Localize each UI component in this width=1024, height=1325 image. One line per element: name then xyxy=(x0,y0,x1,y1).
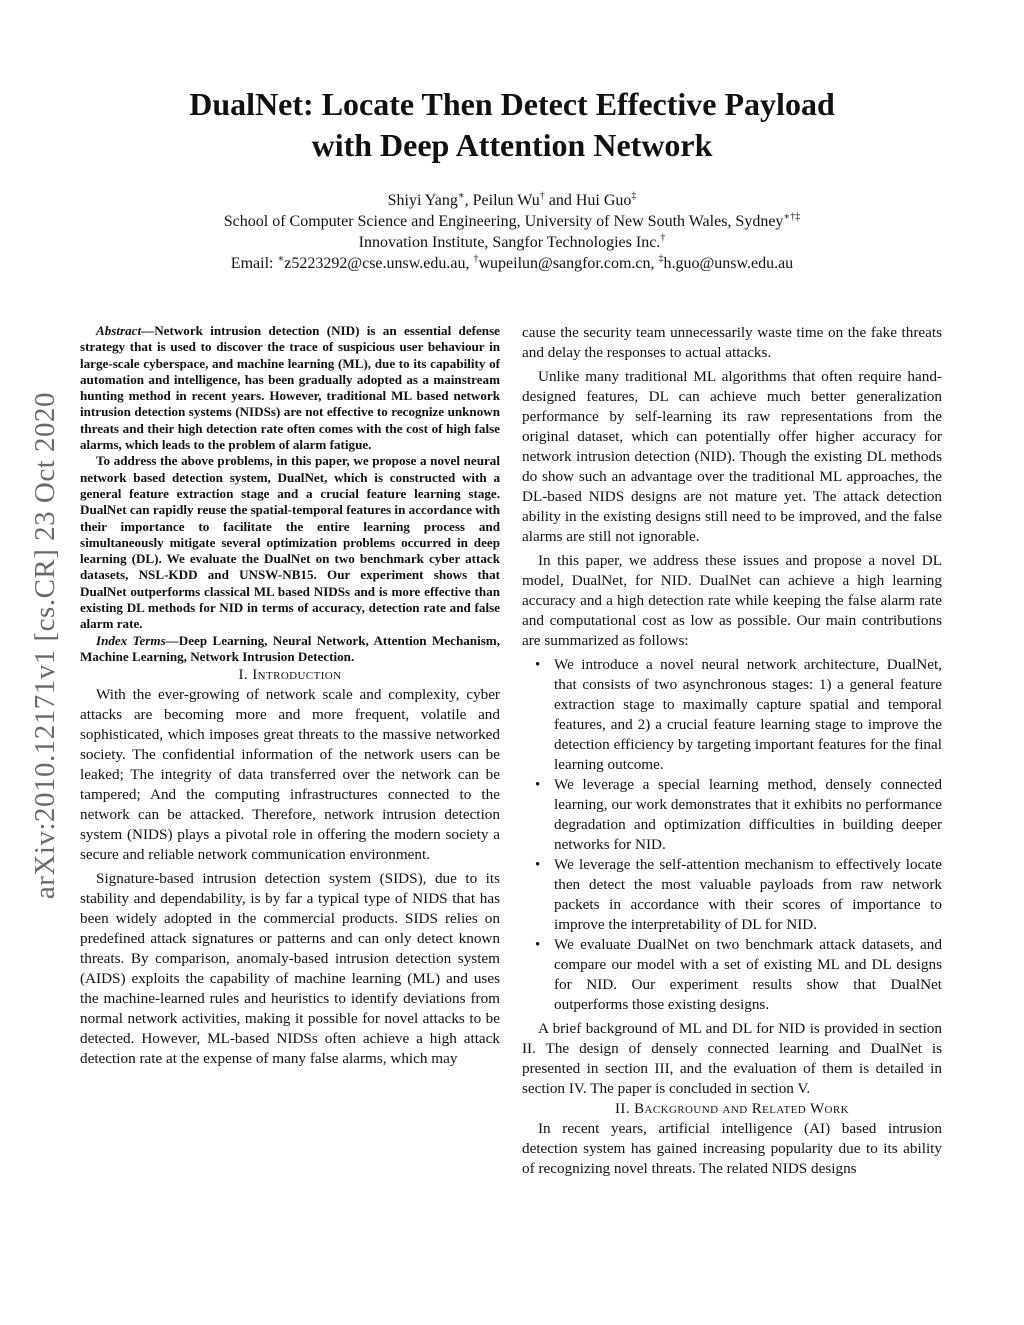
arxiv-id-text: arXiv:2010.12171v1 [cs.CR] 23 Oct 2020 xyxy=(29,391,62,899)
affiliation-2-text: Innovation Institute, Sangfor Technologies Inc. xyxy=(358,234,661,251)
index-terms-label: Index Terms xyxy=(96,632,166,648)
index-terms-text: —Deep Learning, Neural Network, Attention Mechanism, Machine Learning, Network Intrusion Detection. xyxy=(80,632,500,664)
email-1: z5223292@cse.unsw.edu.au, xyxy=(284,255,474,272)
author-1-mark: ∗ xyxy=(457,190,465,202)
title-line-1: DualNet: Locate Then Detect Effective Payload xyxy=(189,86,835,122)
intro-paragraph-4: In this paper, we address these issues and propose a novel DL model, DualNet, for NID. DualNet can achieve a high learning accuracy and a high detection rate while keeping the false alarm rate and computational cost as low as possible. Our main contributions are summarized as follows: xyxy=(522,552,942,649)
section-1-heading: I. Introduction xyxy=(238,667,342,684)
email-1-mark: ∗ xyxy=(277,253,285,265)
section-2-heading: II. Background and Related Work xyxy=(615,1101,849,1117)
abstract-text-1: —Network intrusion detection (NID) is an essential defense strategy that is used to discover the trace of suspicious user behaviour in large-scale cyberspace, and machine learning (ML), due to its capability of automation and intelligence, has been gradually adopted as a mainstream hunting method in recent years. However, traditional ML based network intrusion detection systems (NIDSs) are not effective to recognize unknown threats and their high detection rate often comes with the cost of high false alarms, which leads to the problem of alarm fatigue. xyxy=(80,323,500,453)
author-block xyxy=(80,190,944,274)
intro-paragraph-3: Unlike many traditional ML algorithms that often require hand-designed features, DL can achieve much better generalization performance by self-learning its raw representations from the original dataset, which can potentially offer higher accuracy for network intrusion detection (NID). Though the existing DL methods do show such an advantage over the traditional ML approaches, the DL-based NIDS designs are not mature yet. The attack detection ability in the existing designs still need to be improved, and the false alarms are still not ignorable. xyxy=(522,368,942,545)
affiliation-1 xyxy=(80,211,944,232)
author-names: Shiyi Yang∗, Peilun Wu† and Hui Guo‡ xyxy=(387,190,637,209)
abstract xyxy=(80,323,500,665)
affiliation-2-mark: † xyxy=(660,232,666,244)
affiliation-1-marks: ∗†‡ xyxy=(783,211,801,223)
author-2-mark: † xyxy=(539,190,545,202)
intro-paragraph-2-continued: cause the security team unnecessarily waste time on the fake threats and delay the responses to actual attacks. xyxy=(522,324,942,361)
left-column xyxy=(80,323,500,1069)
list-item: • We leverage the self-attention mechanism to effectively locate then detect the most valuable payloads from raw network packets in accordance with their scores of importance to improve the interpretability of DL for NID. xyxy=(554,855,942,935)
contributions-list xyxy=(522,655,942,1015)
email-3: h.guo@unsw.edu.au xyxy=(663,255,794,272)
background-paragraph-1: In recent years, artificial intelligence (AI) based intrusion detection system has gained increasing popularity due to its ability of recognizing novel threats. The related NIDS designs xyxy=(522,1120,942,1177)
list-item: • We introduce a novel neural network architecture, DualNet, that consists of two asynchronous stages: 1) a general feature extraction stage to maximally capture spatial and temporal features, and 2) a crucial feature learning stage to improve the detection efficiency by targeting important features for the final learning outcome. xyxy=(554,655,942,775)
abstract-paragraph-1 xyxy=(80,323,500,453)
affiliation-2 xyxy=(80,232,944,253)
right-column xyxy=(522,323,942,1179)
author-3: Hui Guo xyxy=(575,192,632,209)
list-item: • We leverage a special learning method, densely connected learning, our work demonstrates that it exhibits no performance degradation and optimization difficulties in building deeper networks for NID. xyxy=(554,775,942,855)
email-3-mark: ‡ xyxy=(658,253,664,265)
author-1: Shiyi Yang xyxy=(387,192,458,209)
abstract-paragraph-2: To address the above problems, in this paper, we propose a novel neural network based detection system, DualNet, which is constructed with a general feature extraction stage and a crucial feature learning stage. DualNet can rapidly reuse the spatial-temporal features in accordance with their importance to facilitate the entire learning process and simultaneously mitigate several optimization problems occurred in deep learning (DL). We evaluate the DualNet on two benchmark cyber attack datasets, NSL-KDD and UNSW-NB15. Our experiment shows that DualNet outperforms classical ML based NIDSs and is more effective than existing DL methods for NID in terms of accuracy, detection rate and false alarm rate. xyxy=(80,453,500,632)
list-item: • We evaluate DualNet on two benchmark attack datasets, and compare our model with a set of existing ML and DL designs for NID. Our experiment results show that DualNet outperforms those existing designs. xyxy=(554,935,942,1015)
author-3-mark: ‡ xyxy=(631,190,637,202)
author-emails xyxy=(80,253,944,274)
arxiv-identifier-stamp xyxy=(24,345,68,945)
intro-paragraph-5: A brief background of ML and DL for NID is provided in section II. The design of densely connected learning and DualNet is presented in section III, and the evaluation of them is detailed in section IV. The paper is concluded in section V. xyxy=(522,1020,942,1097)
email-2: wupeilun@sangfor.com.cn, xyxy=(478,255,659,272)
affiliation-1-text: School of Computer Science and Engineering, University of New South Wales, Sydney xyxy=(223,213,784,230)
author-2: Peilun Wu xyxy=(472,192,540,209)
title-line-2: with Deep Attention Network xyxy=(311,127,713,163)
abstract-label: Abstract xyxy=(96,323,142,338)
paper-title xyxy=(80,84,944,166)
index-terms xyxy=(80,633,500,666)
intro-paragraph-1: With the ever-growing of network scale and complexity, cyber attacks are becoming more and more frequent, volatile and sophisticated, which imposes great threats to the massive networked society. The confidential information of the network users can be leaked; The integrity of data transferred over the network can be tampered; And the computing infrastructures connected to the network can be attacked. Therefore, network intrusion detection system (NIDS) plays a pivotal role in offering the modern society a secure and reliable network communication environment. xyxy=(80,686,500,864)
intro-paragraph-2: Signature-based intrusion detection system (SIDS), due to its stability and dependability, is by far a typical type of NIDS that has been widely adopted in the commercial products. SIDS relies on predefined attack signatures or patterns and can only detect known threats. By comparison, anomaly-based intrusion detection system (AIDS) exploits the capability of machine learning (ML) and uses the machine-learned rules and heuristics to identify deviations from normal network activities, making it possible for novel attacks to be detected. However, ML-based NIDSs often achieve a high attack detection rate at the expense of many false alarms, which may xyxy=(80,870,500,1068)
email-label: Email: xyxy=(230,255,278,272)
email-2-mark: † xyxy=(473,253,479,265)
